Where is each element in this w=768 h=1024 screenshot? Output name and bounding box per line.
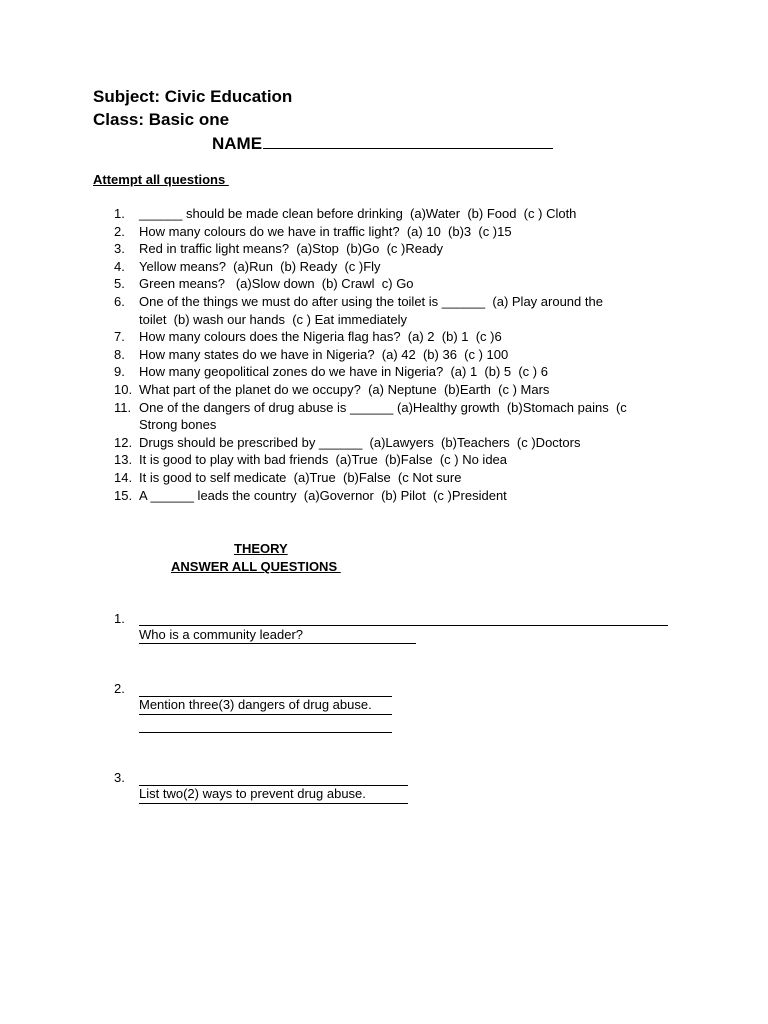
question-number: 1.	[114, 611, 125, 626]
question-item	[0, 381, 768, 399]
question-number: 14.	[114, 469, 133, 485]
name-label: NAME	[212, 134, 263, 153]
question-item	[0, 258, 768, 276]
question-item	[0, 240, 768, 258]
question-item	[0, 205, 768, 223]
answer-line	[139, 803, 408, 804]
question-number: 11.	[114, 399, 132, 415]
name-field	[212, 133, 553, 154]
question-number: 5.	[114, 276, 125, 292]
theory-heading: THEORY	[234, 541, 288, 556]
question-text: What part of the planet do we occupy? (a) Neptune (b)Earth (c ) Mars	[139, 381, 550, 397]
question-text-continued: Strong bones	[139, 417, 217, 433]
question-number: 2.	[114, 223, 125, 239]
theory-question	[114, 665, 372, 729]
question-text: How many colours does the Nigeria flag has? (a) 2 (b) 1 (c )6	[139, 329, 502, 345]
question-text: ______ should be made clean before drinking (a)Water (b) Food (c ) Cloth	[139, 206, 577, 221]
question-number: 7.	[114, 329, 125, 345]
question-text: How many geopolitical zones do we have in Nigeria? (a) 1 (b) 5 (c ) 6	[139, 364, 548, 380]
answer-line	[139, 625, 668, 626]
question-item	[0, 363, 768, 381]
name-blank-line	[263, 133, 553, 149]
question-text: Green means? (a)Slow down (b) Crawl c) Go	[139, 276, 414, 292]
question-text: A ______ leads the country (a)Governor (b) Pilot (c )President	[139, 487, 507, 503]
question-text-continued: toilet (b) wash our hands (c ) Eat immediately	[139, 311, 408, 327]
question-item	[0, 293, 768, 328]
question-number: 15.	[114, 487, 133, 503]
question-text: One of the dangers of drug abuse is ______ (a)Healthy growth (b)Stomach pains (c	[139, 399, 627, 415]
question-number: 13.	[114, 452, 133, 468]
question-item	[0, 346, 768, 364]
subject-heading: Subject: Civic Education	[93, 87, 293, 106]
question-text: One of the things we must do after using the toilet is ______ (a) Play around the	[139, 293, 603, 309]
theory-instruction: ANSWER ALL QUESTIONS	[171, 559, 341, 574]
question-number: 12.	[114, 434, 133, 450]
question-text: Drugs should be prescribed by ______ (a)Lawyers (b)Teachers (c )Doctors	[139, 434, 581, 450]
question-number: 3.	[114, 241, 125, 257]
question-number: 4.	[114, 258, 125, 274]
question-item	[0, 487, 768, 505]
question-number: 9.	[114, 364, 125, 380]
answer-line	[139, 785, 408, 786]
question-text: It is good to self medicate (a)True (b)False (c Not sure	[139, 469, 462, 485]
question-item	[0, 328, 768, 346]
question-text: It is good to play with bad friends (a)True (b)False (c ) No idea	[139, 452, 508, 468]
question-text: Mention three(3) dangers of drug abuse.	[139, 697, 372, 712]
question-item	[0, 275, 768, 293]
question-text: List two(2) ways to prevent drug abuse.	[139, 786, 366, 801]
question-number: 3.	[114, 770, 125, 785]
question-number: 10.	[114, 381, 133, 397]
question-number: 8.	[114, 346, 125, 362]
question-text: How many states do we have in Nigeria? (a) 42 (b) 36 (c ) 100	[139, 346, 509, 362]
answer-line	[139, 696, 392, 697]
class-heading: Class: Basic one	[93, 110, 230, 129]
theory-question	[114, 595, 304, 659]
answer-line	[139, 714, 392, 715]
answer-line	[139, 643, 416, 644]
question-item	[0, 434, 768, 452]
question-item	[0, 399, 768, 434]
theory-question	[114, 754, 366, 818]
question-item	[0, 451, 768, 469]
question-item	[0, 469, 768, 487]
question-text: Red in traffic light means? (a)Stop (b)Go (c )Ready	[139, 241, 443, 257]
question-number: 6.	[114, 293, 125, 309]
question-number: 1.	[114, 206, 125, 221]
question-text: How many colours do we have in traffic light? (a) 10 (b)3 (c )15	[139, 223, 512, 239]
objective-instruction: Attempt all questions	[93, 172, 229, 187]
question-number: 2.	[114, 681, 125, 696]
question-text: Who is a community leader?	[139, 627, 304, 642]
question-item	[0, 223, 768, 241]
answer-line	[139, 732, 392, 733]
objective-question-list	[0, 205, 768, 504]
question-text: Yellow means? (a)Run (b) Ready (c )Fly	[139, 258, 381, 274]
